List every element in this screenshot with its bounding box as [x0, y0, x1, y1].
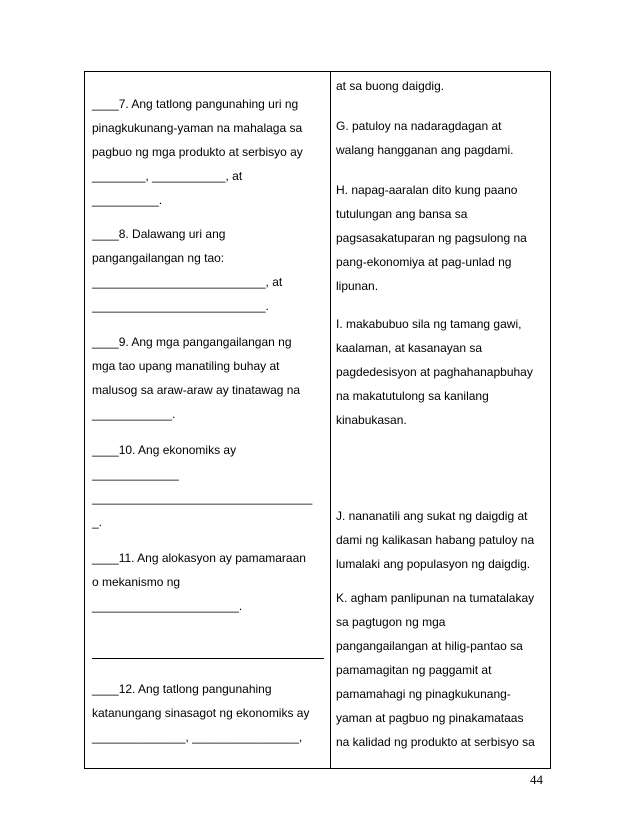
question-separator — [92, 658, 324, 659]
question-8: ____8. Dalawang uri ang pangangailangan ng tao: __________________________, at __________________________. — [92, 227, 283, 313]
answer-i: I. makabubuo sila ng tamang gawi, kaalaman, at kasanayan sa pagdedesisyon at paghahanapbuhay na makatutulong sa kanilang kinabukasan. — [336, 317, 533, 427]
questions-column — [92, 72, 324, 768]
answers-column — [336, 72, 546, 768]
question-9: ____9. Ang mga pangangailangan ng mga tao upang manatiling buhay at malusog sa araw-araw ay tinatawag na ____________. — [92, 335, 301, 421]
answer-k: K. agham panlipunan na tumatalakay sa pagtugon ng mga pangangailangan at hilig-pantao sa pamamagitan ng paggamit at pamamahagi ng pinagkukunang- yaman at pagbuo ng pinakamataas na kalidad ng produkto at serbisyo sa — [336, 591, 535, 749]
answer-h: H. napag-aaralan dito kung paano tutulungan ang bansa sa pagsasakatuparan ng pagsulong na pang-ekonomiya at pag-unlad ng lipunan. — [336, 183, 527, 293]
answer-j: J. nananatili ang sukat ng daigdig at dami ng kalikasan habang patuloy na lumalaki ang populasyon ng daigdig. — [336, 509, 535, 571]
question-7: ____7. Ang tatlong pangunahing uri ng pinagkukunang-yaman na mahalaga sa pagbuo ng mga produkto at serbisyo ay ________, ___________, at __________. — [92, 97, 303, 207]
column-divider — [330, 72, 331, 768]
page-number: 44 — [530, 772, 543, 787]
question-12: ____12. Ang tatlong pangunahing katanungang sinasagot ng ekonomiks ay ______________, ________________, — [92, 682, 310, 744]
question-11: ____11. Ang alokasyon ay pamamaraan o mekanismo ng ______________________. — [92, 551, 306, 613]
answer-f-continued: at sa buong daigdig. — [336, 79, 445, 93]
question-10: ____10. Ang ekonomiks ay _____________ _________________________________ _. — [92, 443, 313, 529]
matching-table — [84, 71, 551, 769]
answer-g: G. patuloy na nadaragdagan at walang hangganan ang pagdami. — [336, 119, 514, 157]
